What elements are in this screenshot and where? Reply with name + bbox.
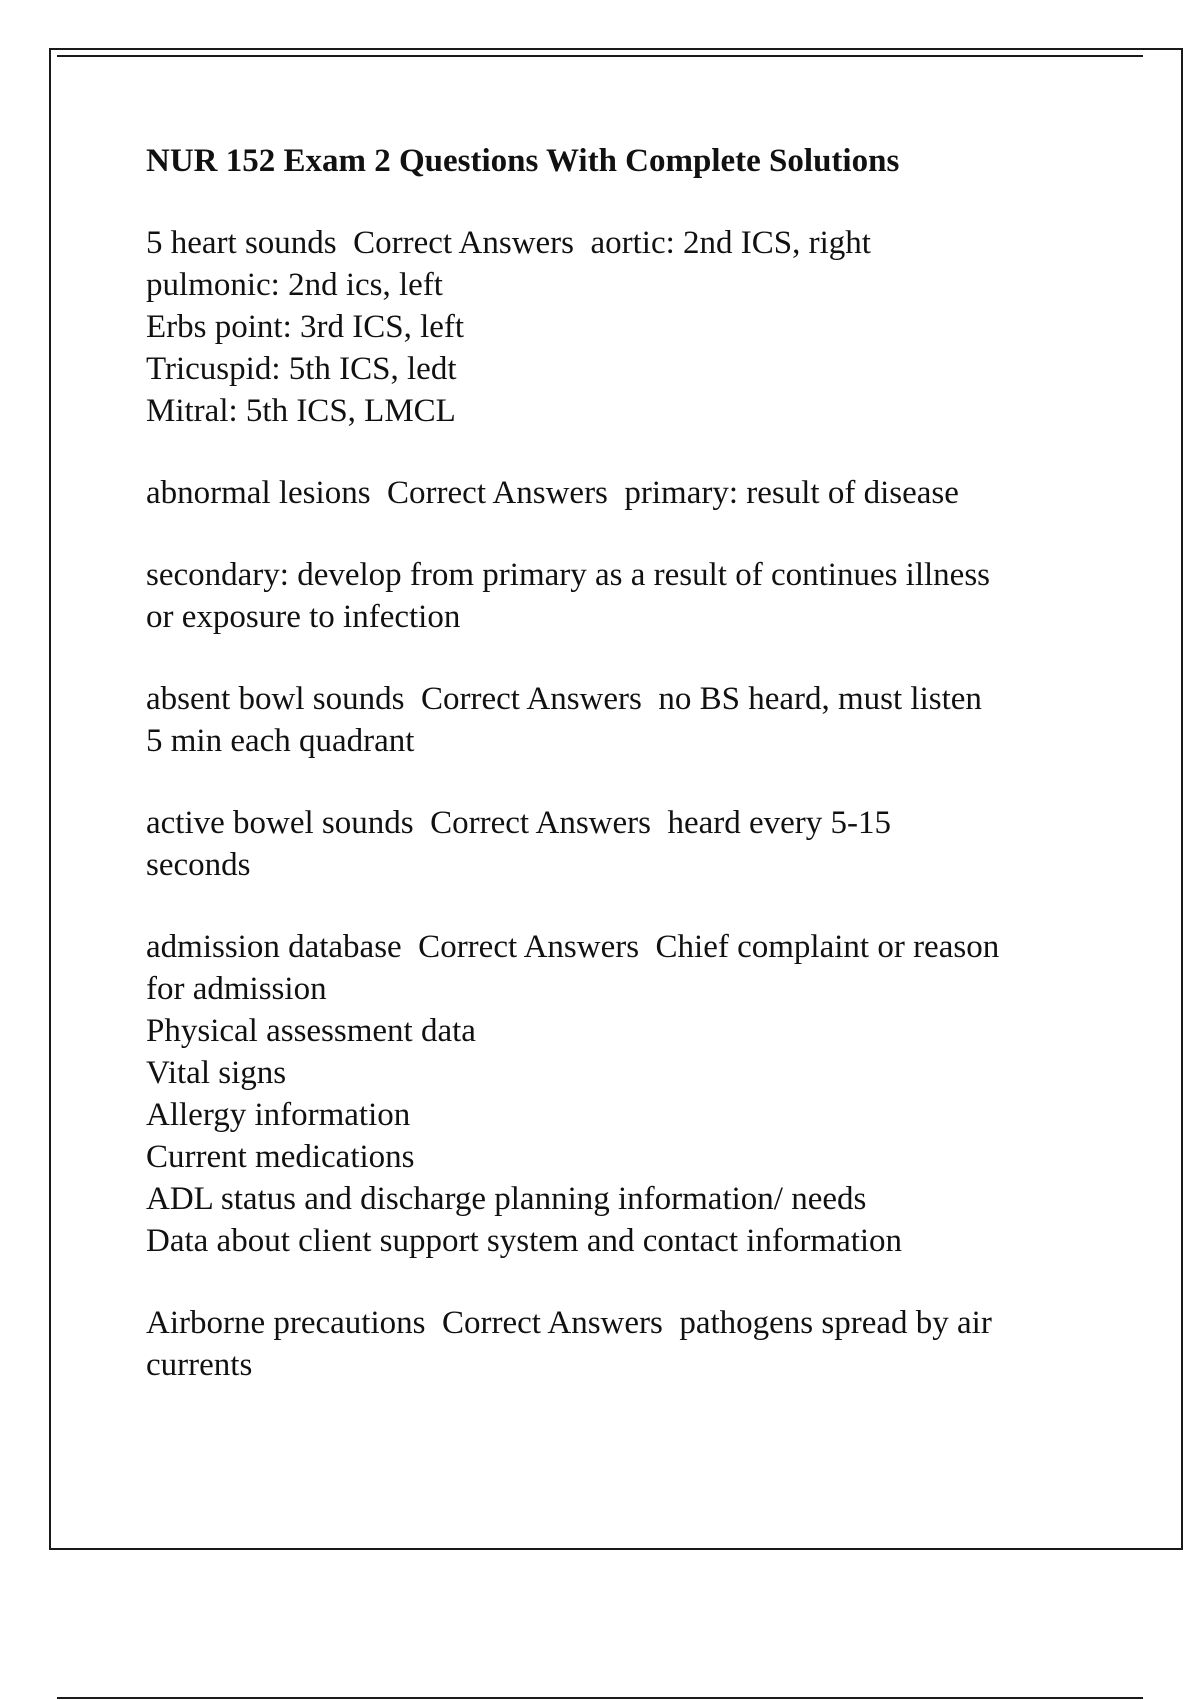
footer-rule (57, 1697, 1143, 1699)
entry-line: ADL status and discharge planning information/ needs (146, 1181, 867, 1217)
entry-active-bowel-sounds (146, 802, 1106, 886)
entry-line: active bowel sounds Correct Answers heard every 5-15 (146, 805, 892, 841)
entry-line: Current medications (146, 1139, 415, 1175)
entry-line: currents (146, 1347, 253, 1383)
entry-absent-bowel-sounds (146, 678, 1106, 762)
entry-line: admission database Correct Answers Chief complaint or reason (146, 929, 1000, 965)
entry-line: seconds (146, 847, 251, 883)
header-rule (57, 55, 1143, 57)
entry-airborne-precautions (146, 1302, 1106, 1386)
entry-line: for admission (146, 971, 327, 1007)
entry-secondary-lesions (146, 554, 1106, 638)
document-title: NUR 152 Exam 2 Questions With Complete Solutions (146, 143, 900, 179)
entry-line: absent bowl sounds Correct Answers no BS heard, must listen (146, 681, 982, 717)
entry-line: abnormal lesions Correct Answers primary: result of disease (146, 475, 959, 511)
entry-line: Data about client support system and contact information (146, 1223, 903, 1259)
entry-line: Erbs point: 3rd ICS, left (146, 309, 465, 345)
document-body (146, 140, 1106, 1426)
entry-admission-database (146, 926, 1106, 1262)
entry-line: Vital signs (146, 1055, 287, 1091)
entry-line: Mitral: 5th ICS, LMCL (146, 393, 456, 429)
entry-line: 5 heart sounds Correct Answers aortic: 2nd ICS, right (146, 225, 871, 261)
entry-line: Allergy information (146, 1097, 411, 1133)
entry-line: or exposure to infection (146, 599, 461, 635)
entry-abnormal-lesions (146, 472, 1106, 514)
entry-line: Tricuspid: 5th ICS, ledt (146, 351, 457, 387)
entry-line: Physical assessment data (146, 1013, 476, 1049)
entry-line: pulmonic: 2nd ics, left (146, 267, 443, 303)
entry-line: Airborne precautions Correct Answers pathogens spread by air (146, 1305, 992, 1341)
entry-line: secondary: develop from primary as a result of continues illness (146, 557, 991, 593)
entry-heart-sounds (146, 222, 1106, 432)
entry-line: 5 min each quadrant (146, 723, 415, 759)
